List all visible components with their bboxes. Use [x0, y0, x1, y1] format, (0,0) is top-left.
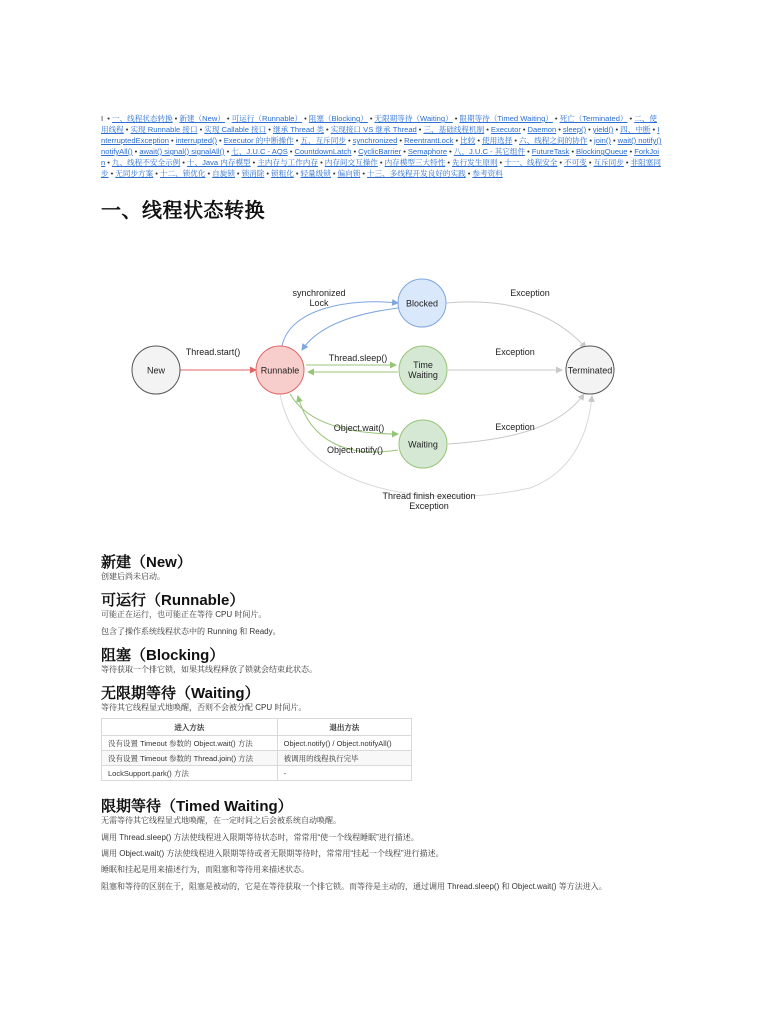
table-header-enter: 进入方法: [102, 719, 278, 736]
toc-separator: •: [625, 158, 629, 167]
table-cell: 被调用的线程执行完毕: [277, 751, 411, 766]
toc-link[interactable]: 非阻塞同步: [101, 158, 661, 178]
toc-link[interactable]: CountdownLatch: [294, 147, 352, 156]
toc-separator: •: [226, 147, 230, 156]
toc-separator: •: [454, 114, 458, 123]
edge-wait-label: Object.wait(): [333, 423, 385, 433]
toc-link[interactable]: 实现 Runnable 接口: [130, 125, 198, 134]
toc-separator: •: [615, 125, 619, 134]
toc-link[interactable]: 比较: [460, 136, 476, 145]
toc-separator: •: [588, 158, 592, 167]
toc-separator: •: [467, 169, 471, 178]
toc-link[interactable]: 互斥同步: [593, 158, 624, 167]
toc-link[interactable]: 实现 Callable 接口: [204, 125, 267, 134]
toc-separator: •: [110, 169, 114, 178]
toc-separator: •: [399, 136, 403, 145]
toc-separator: •: [266, 169, 270, 178]
toc-link[interactable]: InterruptedException: [101, 125, 660, 145]
toc-separator: •: [236, 169, 240, 178]
edge-sync: [282, 302, 398, 346]
edge-exc-waiting: [448, 394, 584, 444]
section-runnable-text-1: 可能正在运行，也可能正在等待 CPU 时间片。: [101, 610, 267, 619]
table-row: [102, 766, 412, 781]
toc-link[interactable]: 阻塞（Blocking）: [308, 114, 368, 123]
toc-link[interactable]: 十一、线程安全: [504, 158, 558, 167]
toc-link[interactable]: CyclicBarrier: [358, 147, 402, 156]
toc-separator: •: [320, 158, 323, 167]
toc-link[interactable]: 主内存与工作内存: [257, 158, 319, 167]
toc-link[interactable]: 参考资料: [472, 169, 503, 178]
edge-exc-time-label: Exception: [495, 347, 535, 357]
toc-lead: I: [101, 114, 104, 123]
section-timed-text-5: 阻塞和等待的区别在于，阻塞是被动的，它是在等待获取一个排它锁。而等待是主动的，通过调用 Thread.sleep() 和 Object.wait() 等方法进入。: [101, 882, 607, 891]
toc-separator: •: [522, 125, 526, 134]
toc-separator: •: [219, 136, 222, 145]
toc-separator: •: [455, 136, 459, 145]
toc-link[interactable]: FutureTask: [531, 147, 570, 156]
toc-separator: •: [477, 136, 480, 145]
section-blocking-text: 等待获取一个排它锁，如果其线程释放了锁就会结束此状态。: [101, 665, 317, 674]
toc-separator: •: [107, 158, 110, 167]
edge-exc-waiting-label: Exception: [495, 422, 535, 432]
toc-separator: •: [447, 158, 450, 167]
toc-link[interactable]: 五、互斥同步: [300, 136, 346, 145]
table-cell: 没有设置 Timeout 参数的 Thread.join() 方法: [102, 751, 278, 766]
table-cell: LockSupport.park() 方法: [102, 766, 278, 781]
toc-link[interactable]: 十三、多线程开发良好的实践: [367, 169, 466, 178]
toc-separator: •: [295, 136, 299, 145]
section-timed-text-2: 调用 Thread.sleep() 方法使线程进入限期等待状态时，常常用“使一个线程睡眠”进行描述。: [101, 833, 419, 842]
edge-finish-label-2: Exception: [409, 501, 449, 511]
toc-separator: •: [571, 147, 574, 156]
thread-state-diagram: [110, 268, 630, 518]
toc-link[interactable]: 七、J.U.C - AQS: [231, 147, 288, 156]
toc-link[interactable]: ReentrantLock: [404, 136, 454, 145]
table-header-row: [102, 719, 412, 736]
toc-separator: •: [170, 136, 174, 145]
toc-separator: •: [289, 147, 293, 156]
node-terminated-label: Terminated: [567, 365, 613, 376]
toc-link[interactable]: 不可变: [564, 158, 587, 167]
toc-link[interactable]: 新建（New）: [179, 114, 225, 123]
toc-separator: •: [295, 169, 299, 178]
toc-separator: •: [629, 114, 633, 123]
edge-exc-blocked-label: Exception: [510, 288, 550, 298]
toc-separator: •: [347, 136, 351, 145]
toc-separator: •: [304, 114, 307, 123]
section-timed-text-3: 调用 Object.wait() 方法使线程进入限期等待或者无限期等待时，常常用“挂起一个线程”进行描述。: [101, 849, 444, 858]
toc-link[interactable]: 锁粗化: [271, 169, 294, 178]
toc-link[interactable]: Daemon: [527, 125, 557, 134]
toc-link[interactable]: 偏向锁: [337, 169, 361, 178]
waiting-methods-table: [101, 718, 412, 781]
section-waiting-text: 等待其它线程显式地唤醒，否则不会被分配 CPU 时间片。: [101, 703, 307, 712]
toc-link[interactable]: 轻量级锁: [300, 169, 331, 178]
toc-separator: •: [589, 136, 593, 145]
edge-finish-label-1: Thread finish execution: [382, 491, 476, 501]
toc-link[interactable]: 无限期等待（Waiting）: [374, 114, 453, 123]
edge-sync-label-1: synchronized: [292, 288, 346, 298]
toc-link[interactable]: interrupted(): [175, 136, 218, 145]
toc-link[interactable]: wait() notify() notifyAll(): [101, 136, 662, 156]
page-heading: 一、线程状态转换: [101, 200, 265, 222]
toc-separator: •: [449, 147, 452, 156]
toc-link[interactable]: 二、使用线程: [101, 114, 657, 134]
toc-link[interactable]: synchronized: [352, 136, 398, 145]
toc-separator: •: [199, 125, 203, 134]
toc-link[interactable]: 锁消除: [241, 169, 265, 178]
toc-link[interactable]: Executor: [490, 125, 521, 134]
section-timed-text-4: 睡眠和挂起是用来描述行为，而阻塞和等待用来描述状态。: [101, 865, 309, 874]
table-cell: -: [277, 766, 411, 781]
table-row: [102, 736, 412, 751]
toc-link[interactable]: 死亡（Terminated）: [559, 114, 628, 123]
toc-separator: •: [499, 158, 503, 167]
toc-link[interactable]: Executor 的中断操作: [223, 136, 294, 145]
toc-link[interactable]: 先行发生原则: [451, 158, 498, 167]
toc-link[interactable]: 可运行（Runnable）: [231, 114, 303, 123]
toc-separator: •: [514, 136, 518, 145]
toc-separator: •: [174, 114, 178, 123]
edge-notify-label: Object.notify(): [326, 445, 384, 455]
section-new-text: 创建后尚未启动。: [101, 572, 165, 581]
toc-separator: •: [652, 125, 656, 134]
toc-separator: •: [559, 158, 563, 167]
toc-link[interactable]: 使用选择: [481, 136, 513, 145]
toc-separator: •: [155, 169, 158, 178]
toc-separator: •: [554, 114, 558, 123]
edge-exc-blocked: [446, 302, 586, 348]
toc-separator: •: [134, 147, 138, 156]
toc-link[interactable]: ForkJoin: [101, 147, 660, 167]
table-cell: 没有设置 Timeout 参数的 Object.wait() 方法: [102, 736, 278, 751]
toc-separator: •: [207, 169, 211, 178]
toc-link[interactable]: 实现接口 VS 继承 Thread: [330, 125, 417, 134]
node-time-waiting-label-1: Time: [413, 360, 433, 370]
edge-start-label: Thread.start(): [185, 347, 241, 357]
toc-separator: •: [326, 125, 329, 134]
node-runnable-label: Runnable: [260, 365, 300, 376]
toc-links: [101, 114, 662, 178]
toc-link[interactable]: join(): [594, 136, 611, 145]
section-timed-text-1: 无需等待其它线程显式地唤醒，在一定时间之后会被系统自动唤醒。: [101, 816, 341, 825]
toc-link[interactable]: 十、Java 内存模型: [186, 158, 251, 167]
edge-blocked-back: [302, 308, 398, 350]
section-waiting-title: 无限期等待（Waiting）: [101, 685, 260, 702]
toc-link[interactable]: 八、J.U.C - 其它组件: [453, 147, 526, 156]
toc-separator: •: [226, 114, 230, 123]
section-runnable-title: 可运行（Runnable）: [101, 592, 245, 609]
toc-link[interactable]: 自旋锁: [212, 169, 235, 178]
toc-separator: •: [182, 158, 185, 167]
toc-separator: •: [362, 169, 365, 178]
toc-separator: •: [353, 147, 357, 156]
table-row: [102, 751, 412, 766]
table-header-exit: 退出方法: [277, 719, 411, 736]
edge-sleep-label: Thread.sleep(): [328, 353, 388, 363]
node-waiting-label: Waiting: [408, 439, 438, 450]
toc-link[interactable]: Semaphore: [407, 147, 448, 156]
toc-link[interactable]: 六、线程之间的协作: [519, 136, 588, 145]
node-blocked-label: Blocked: [405, 298, 439, 309]
toc-separator: •: [332, 169, 336, 178]
toc-separator: •: [527, 147, 530, 156]
toc-link[interactable]: 继承 Thread 类: [272, 125, 325, 134]
toc-separator: •: [125, 125, 129, 134]
toc-link[interactable]: 内存间交互操作: [324, 158, 378, 167]
section-timed-title: 限期等待（Timed Waiting）: [101, 798, 293, 815]
toc-link[interactable]: sleep(): [562, 125, 587, 134]
toc-link[interactable]: 内存模型三大特性: [384, 158, 446, 167]
toc-separator: •: [403, 147, 406, 156]
toc-link[interactable]: BlockingQueue: [576, 147, 628, 156]
toc-separator: •: [379, 158, 383, 167]
toc-separator: •: [588, 125, 591, 134]
toc-link[interactable]: 九、线程不安全示例: [111, 158, 181, 167]
section-runnable-text-2: 包含了操作系统线程状态中的 Running 和 Ready。: [101, 627, 281, 636]
toc-separator: •: [558, 125, 561, 134]
toc-separator: •: [107, 114, 110, 123]
table-of-contents: [101, 113, 663, 179]
toc-link[interactable]: 十二、锁优化: [159, 169, 206, 178]
toc-link[interactable]: yield(): [592, 125, 614, 134]
section-new-title: 新建（New）: [101, 554, 192, 571]
toc-link[interactable]: await() signal() signalAll(): [139, 147, 225, 156]
toc-separator: •: [418, 125, 422, 134]
node-new-label: New: [146, 365, 166, 376]
node-time-waiting-label-2: Waiting: [408, 370, 438, 380]
toc-link[interactable]: 一、线程状态转换: [111, 114, 173, 123]
toc-link[interactable]: 无同步方案: [115, 169, 154, 178]
table-cell: Object.notify() / Object.notifyAll(): [277, 736, 411, 751]
toc-separator: •: [252, 158, 256, 167]
section-blocking-title: 阻塞（Blocking）: [101, 647, 225, 664]
toc-separator: •: [486, 125, 489, 134]
toc-link[interactable]: 四、中断: [620, 125, 651, 134]
toc-separator: •: [612, 136, 616, 145]
toc-link[interactable]: 三、基础线程机制: [423, 125, 485, 134]
toc-separator: •: [629, 147, 633, 156]
edge-sync-label-2: Lock: [309, 298, 329, 308]
toc-link[interactable]: 限期等待（Timed Waiting）: [459, 114, 553, 123]
toc-separator: •: [369, 114, 373, 123]
toc-separator: •: [268, 125, 271, 134]
